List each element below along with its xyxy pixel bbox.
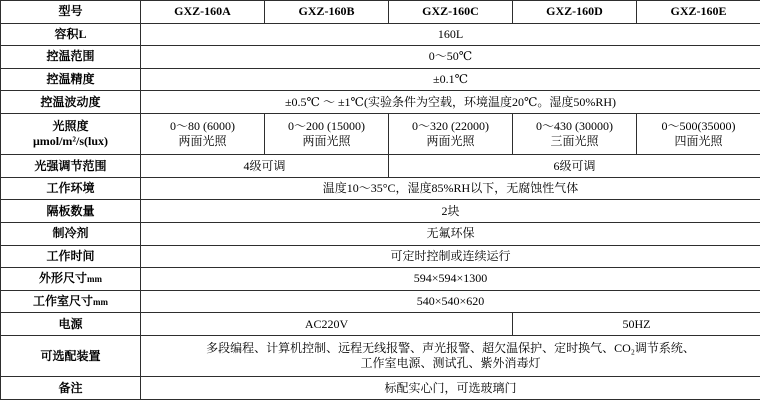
illuminance-mode-d: 三面光照 — [550, 134, 599, 149]
optional-devices-line2: 工作室电源、测试孔、紫外消毒灯 — [360, 356, 541, 371]
chamber-size-label-unit: mm — [93, 297, 108, 308]
row-value-outer-size: 594×594×1300 — [141, 268, 760, 291]
row-value-working-env: 温度10～35°C，湿度85%RH以下，无腐蚀性气体 — [141, 177, 760, 200]
row-label-volume: 容积L — [1, 23, 141, 46]
illuminance-label-line1: 光照度 — [52, 119, 89, 134]
table-row — [1, 377, 760, 400]
table-row — [1, 1, 760, 24]
chamber-size-label-main: 工作室尺寸 — [32, 294, 93, 309]
row-value-volume: 160L — [141, 23, 760, 46]
row-value-working-time: 可定时控制或连续运行 — [141, 245, 760, 268]
row-label-temp-accuracy: 控温精度 — [1, 68, 141, 91]
table-row — [1, 46, 760, 69]
illuminance-gxz160c — [389, 113, 513, 154]
table-row — [1, 23, 760, 46]
power-voltage: AC220V — [141, 313, 513, 336]
illuminance-value-c: 0～320 (22000) — [412, 119, 489, 134]
table-row — [1, 223, 760, 246]
model-gxz160c: GXZ-160C — [389, 1, 513, 24]
model-gxz160b: GXZ-160B — [265, 1, 389, 24]
row-label-optional-devices: 可选配装置 — [1, 335, 141, 376]
row-value-optional-devices — [141, 335, 760, 376]
illuminance-mode-e: 四面光照 — [674, 134, 723, 149]
table-row — [1, 200, 760, 223]
illuminance-gxz160b — [265, 113, 389, 154]
illuminance-gxz160e — [637, 113, 760, 154]
table-row — [1, 91, 760, 114]
row-label-light-adjust: 光强调节范围 — [1, 155, 141, 178]
row-label-illuminance — [1, 113, 141, 154]
row-value-refrigerant: 无氟环保 — [141, 223, 760, 246]
row-value-chamber-size: 540×540×620 — [141, 290, 760, 313]
row-label-model: 型号 — [1, 1, 141, 24]
row-label-refrigerant: 制冷剂 — [1, 223, 141, 246]
table-row — [1, 290, 760, 313]
illuminance-mode-b: 两面光照 — [302, 134, 351, 149]
row-value-temp-accuracy: ±0.1℃ — [141, 68, 760, 91]
table-row — [1, 177, 760, 200]
model-gxz160d: GXZ-160D — [513, 1, 637, 24]
row-value-temp-range: 0～50℃ — [141, 46, 760, 69]
optional-devices-line1: 多段编程、计算机控制、远程无线报警、声光报警、超欠温保护、定时换气、CO₂调节系统、 — [206, 341, 695, 356]
row-label-remark: 备注 — [1, 377, 141, 400]
row-value-remark: 标配实心门，可选玻璃门 — [141, 377, 760, 400]
table-row — [1, 245, 760, 268]
outer-size-label-unit: mm — [87, 274, 102, 285]
model-gxz160e: GXZ-160E — [637, 1, 760, 24]
table-row — [1, 155, 760, 178]
light-adjust-left: 4级可调 — [141, 155, 389, 178]
illuminance-value-a: 0～80 (6000) — [170, 119, 235, 134]
power-frequency: 50HZ — [513, 313, 760, 336]
illuminance-mode-a: 两面光照 — [178, 134, 227, 149]
row-label-outer-size — [1, 268, 141, 291]
row-label-temp-fluctuation: 控温波动度 — [1, 91, 141, 114]
row-label-chamber-size — [1, 290, 141, 313]
illuminance-mode-c: 两面光照 — [426, 134, 475, 149]
table-row — [1, 313, 760, 336]
illuminance-gxz160d — [513, 113, 637, 154]
illuminance-value-b: 0～200 (15000) — [288, 119, 365, 134]
illuminance-label-line2: μmol/m²/s(lux) — [32, 134, 109, 149]
row-label-shelves: 隔板数量 — [1, 200, 141, 223]
illuminance-value-d: 0～430 (30000) — [536, 119, 613, 134]
row-label-temp-range: 控温范围 — [1, 46, 141, 69]
row-label-power: 电源 — [1, 313, 141, 336]
table-row — [1, 68, 760, 91]
light-adjust-right: 6级可调 — [389, 155, 760, 178]
row-label-working-time: 工作时间 — [1, 245, 141, 268]
model-gxz160a: GXZ-160A — [141, 1, 265, 24]
row-label-working-env: 工作环境 — [1, 177, 141, 200]
table-row — [1, 268, 760, 291]
table-row — [1, 335, 760, 376]
outer-size-label-main: 外形尺寸 — [38, 271, 87, 286]
illuminance-gxz160a — [141, 113, 265, 154]
row-value-shelves: 2块 — [141, 200, 760, 223]
table-row — [1, 113, 760, 154]
row-value-temp-fluctuation: ±0.5℃ ～ ±1℃(实验条件为空载，环境温度20℃。湿度50%RH) — [141, 91, 760, 114]
illuminance-value-e: 0～500(35000) — [661, 119, 736, 134]
